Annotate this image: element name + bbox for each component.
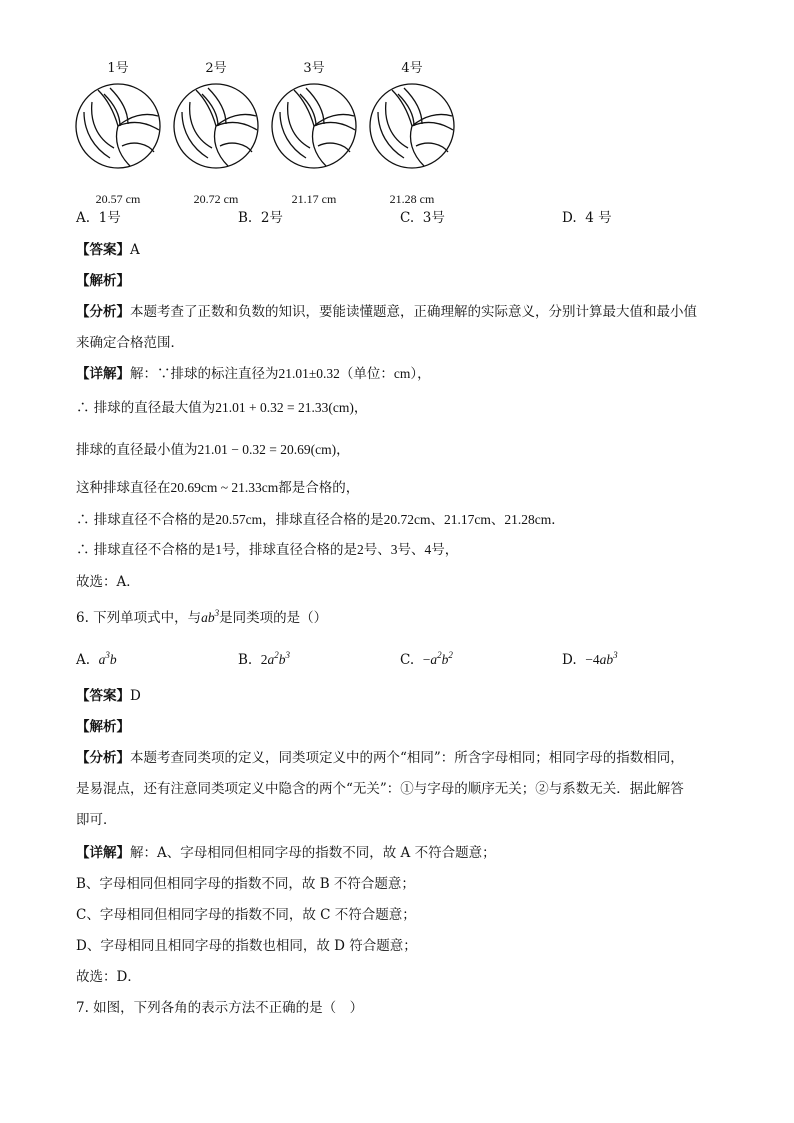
q5-detail-line4: 这种排球直径在20.69cm ~ 21.33cm都是合格的，: [76, 480, 360, 496]
q5-choose: 故选：A．: [76, 574, 140, 590]
q6-stem: 6. 下列单项式中，与$ab^3$是同类项的是（）: [76, 608, 328, 626]
volleyball-3: [270, 60, 358, 207]
q6-detail-line3: C、字母相同但相同字母的指数不同，故 C 不符合题意；: [76, 907, 416, 923]
volleyball-figure: [74, 60, 474, 206]
volleyball-icon: [74, 82, 162, 170]
q5-option-b: B. 2号: [238, 210, 283, 226]
volleyball-4: [368, 60, 456, 207]
q6-fenxi-line2: 是易混点，还有注意同类项定义中隐含的两个“无关”：①与字母的顺序无关；②与系数无关．据此解答: [76, 781, 684, 797]
q5-analysis-heading: 【解析】: [76, 273, 130, 289]
volleyball-diameter: 20.57 cm: [95, 192, 141, 206]
volleyball-diameter: 20.72 cm: [193, 192, 239, 206]
volleyball-2: [172, 60, 260, 207]
volleyball-number: 4号: [401, 61, 423, 76]
volleyball-icon: [270, 82, 358, 170]
q5-answer: 【答案】A: [76, 242, 140, 258]
q6-choose: 故选：D．: [76, 969, 141, 985]
volleyball-diameter: 21.17 cm: [291, 192, 337, 206]
volleyball-icon: [368, 82, 456, 170]
q6-answer: 【答案】D: [76, 688, 141, 704]
q6-option-c: C. $-a^2b^2$: [400, 650, 453, 668]
q6-detail-line4: D、字母相同且相同字母的指数也相同，故 D 符合题意；: [76, 938, 417, 954]
q6-stem-monomial: $ab^3$: [201, 608, 220, 625]
q5-detail-line2: ∴ 排球的直径最大值为21.01 + 0.32 = 21.33(cm)，: [76, 400, 368, 416]
q5-fenxi-line1: 【分析】本题考查了正数和负数的知识，要能读懂题意，正确理解的实际意义，分别计算最大值和最小值: [76, 304, 697, 320]
volleyball-1: [74, 60, 162, 207]
q6-option-b: B. $2a^2b^3$: [238, 650, 291, 668]
because-symbol: ∵: [157, 366, 171, 382]
q7-stem: 7. 如图，下列各角的表示方法不正确的是（ ）: [76, 1000, 364, 1016]
q5-detail-line6: ∴ 排球直径不合格的是1号，排球直径合格的是2号、3号、4号，: [76, 542, 459, 558]
q5-detail-line3: 排球的直径最小值为21.01 − 0.32 = 20.69(cm)，: [76, 442, 350, 458]
volleyball-number: 2号: [205, 61, 227, 76]
q6-fenxi-line3: 即可．: [76, 812, 117, 828]
q6-fenxi-line1: 【分析】本题考查同类项的定义，同类项定义中的两个“相同”：所含字母相同；相同字母的指数相同，: [76, 750, 684, 766]
q5-option-c: C. 3号: [400, 210, 445, 226]
q6-detail-line2: B、字母相同但相同字母的指数不同，故 B 不符合题意；: [76, 876, 415, 892]
volleyball-number: 3号: [303, 61, 325, 76]
q6-option-d: D. $-4ab^3$: [562, 650, 618, 668]
q5-detail-line1: 【详解】解：∵排球的标注直径为21.01±0.32（单位：cm），: [76, 366, 431, 382]
q5-option-a: A. 1号: [76, 210, 121, 226]
q5-fenxi-line2: 来确定合格范围．: [76, 335, 184, 351]
q6-option-a: A. $a^3b$: [76, 650, 117, 668]
volleyball-icon: [172, 82, 260, 170]
volleyball-diameter: 21.28 cm: [389, 192, 435, 206]
volleyball-number: 1号: [107, 61, 129, 76]
q5-option-d: D. 4 号: [562, 210, 612, 226]
q6-analysis-heading: 【解析】: [76, 719, 130, 735]
q6-detail-line1: 【详解】解：A、字母相同但相同字母的指数不同，故 A 不符合题意；: [76, 845, 496, 861]
q5-detail-line5: ∴ 排球直径不合格的是20.57cm，排球直径合格的是20.72cm、21.17cm、21.28cm．: [76, 512, 565, 528]
